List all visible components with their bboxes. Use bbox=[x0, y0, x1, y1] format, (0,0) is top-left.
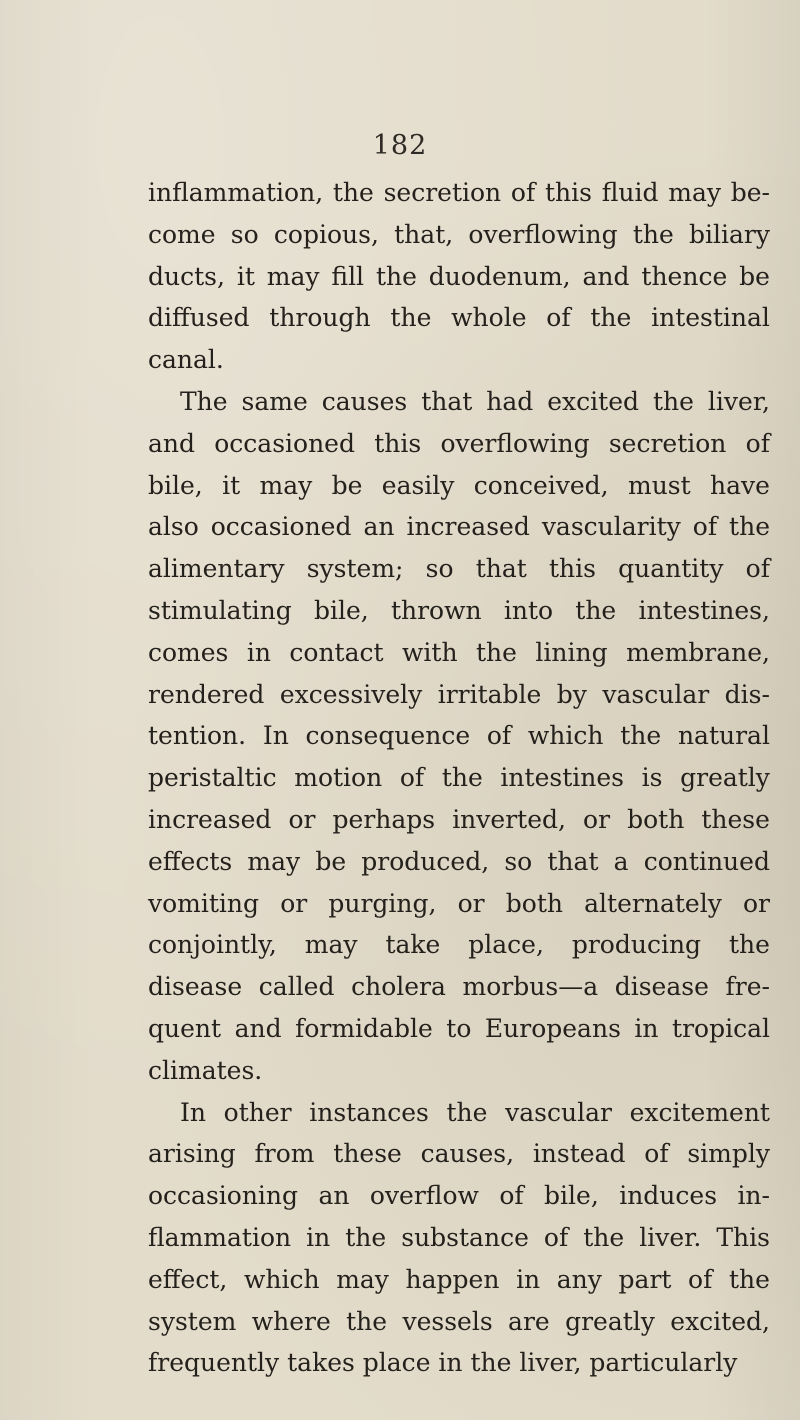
text-line: bile, it may be easily conceived, must have bbox=[148, 470, 770, 500]
text-line: quent and formidable to Europeans in tropical bbox=[148, 1013, 770, 1043]
text-line: conjointly, may take place, producing the bbox=[148, 930, 770, 960]
text-line: stimulating bile, thrown into the intestines, bbox=[148, 595, 770, 625]
body-text bbox=[148, 172, 770, 1384]
text-line: ducts, it may fill the duodenum, and thence be bbox=[148, 261, 770, 291]
text-line: In other instances the vascular excitement bbox=[180, 1097, 770, 1127]
text-line: occasioning an overflow of bile, induces in- bbox=[148, 1181, 770, 1211]
text-line: system where the vessels are greatly excited, bbox=[148, 1306, 770, 1336]
text-line: alimentary system; so that this quantity of bbox=[148, 554, 770, 584]
text-line: diffused through the whole of the intestinal bbox=[148, 303, 770, 333]
text-line: disease called cholera morbus—a disease fre- bbox=[148, 972, 770, 1002]
text-line: effect, which may happen in any part of the bbox=[148, 1264, 770, 1294]
text-line: come so copious, that, overflowing the biliary bbox=[148, 219, 770, 249]
page-number: 182 bbox=[372, 130, 428, 161]
text-line: vomiting or purging, or both alternately or bbox=[148, 888, 770, 918]
text-line: and occasioned this overflowing secretion of bbox=[148, 428, 770, 458]
text-line: The same causes that had excited the liver, bbox=[180, 386, 770, 416]
text-line: canal. bbox=[148, 345, 224, 375]
text-line: inflammation, the secretion of this fluid may be- bbox=[148, 178, 770, 207]
text-line: climates. bbox=[148, 1055, 263, 1085]
text-line: also occasioned an increased vascularity of the bbox=[148, 512, 770, 542]
text-line: arising from these causes, instead of simply bbox=[148, 1139, 770, 1169]
text-line: flammation in the substance of the liver. This bbox=[148, 1222, 770, 1252]
text-line: comes in contact with the lining membrane, bbox=[148, 637, 770, 667]
text-line: increased or perhaps inverted, or both these bbox=[148, 804, 770, 834]
text-line: rendered excessively irritable by vascular dis- bbox=[148, 679, 770, 709]
text-line: frequently takes place in the liver, particularly bbox=[148, 1348, 738, 1378]
text-line: peristaltic motion of the intestines is greatly bbox=[148, 763, 770, 793]
text-line: effects may be produced, so that a continued bbox=[148, 846, 770, 876]
text-line: tention. In consequence of which the natural bbox=[148, 721, 770, 751]
